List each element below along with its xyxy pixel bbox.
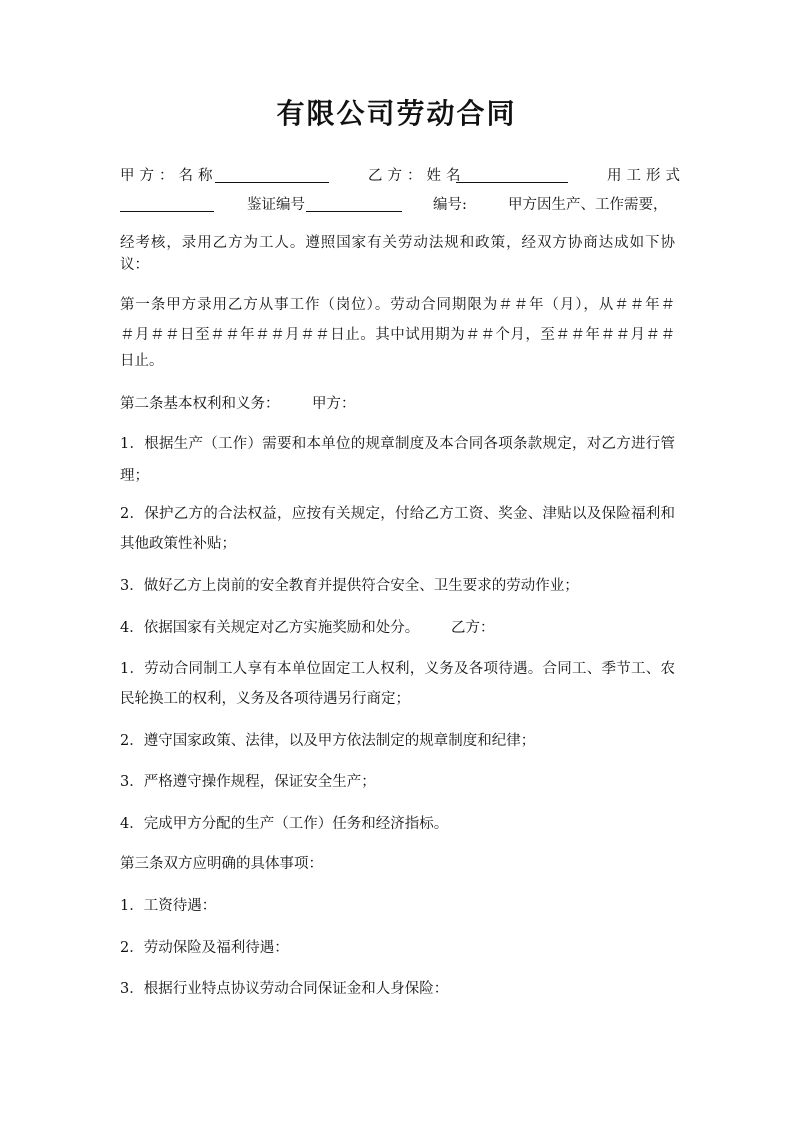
party-a-name-blank[interactable]	[215, 168, 329, 183]
a2-line-2: 其他政策性补贴；	[120, 536, 236, 552]
intro-start: 甲方因生产、工作需要，	[508, 197, 668, 213]
b1-line-2: 民轮换工的权利，义务及各项待遇另行商定；	[120, 691, 410, 707]
party-b-name-blank[interactable]	[456, 168, 568, 183]
a4-line	[120, 618, 675, 638]
verification-no-label: 鉴证编号	[247, 197, 305, 213]
article1-line-2: ＃月＃＃日至＃＃年＃＃月＃＃日止。其中试用期为＃＃个月，至＃＃年＃＃月＃＃	[120, 327, 675, 343]
verification-no-blank[interactable]	[306, 197, 402, 212]
a1-line-2: 理；	[120, 468, 149, 484]
number-label: 编号:	[433, 197, 467, 213]
a4-text: 4．依据国家有关规定对乙方实施奖励和处分。	[120, 620, 420, 636]
article3-item-1: 1．工资待遇：	[120, 898, 217, 914]
intro-line-3: 经考核，录用乙方为工人。遵照国家有关劳动法规和政策，经双方协商达成如下协	[120, 235, 675, 251]
article2-party-b: 乙方：	[451, 620, 495, 636]
b3-line: 3．严格遵守操作规程，保证安全生产；	[120, 774, 376, 790]
employment-form-label: 用工形式	[607, 168, 685, 184]
article2-heading-line	[120, 394, 675, 414]
b2-line: 2．遵守国家政策、法律，以及甲方依法制定的规章制度和纪律；	[120, 733, 536, 749]
article1-line-3: 日止。	[120, 353, 164, 369]
article2-heading: 第二条基本权利和义务：	[120, 396, 280, 412]
a3-line: 3．做好乙方上岗前的安全教育并提供符合安全、卫生要求的劳动作业；	[120, 578, 579, 594]
article2-party-a: 甲方：	[312, 396, 356, 412]
intro-line-4: 议：	[120, 257, 149, 273]
a2-line-1: 2．保护乙方的合法权益，应按有关规定，付给乙方工资、奖金、津贴以及保险福利和	[120, 506, 675, 522]
article1-line-1: 第一条甲方录用乙方从事工作（岗位）。劳动合同期限为＃＃年（月），从＃＃年＃	[120, 297, 675, 313]
document-title: 有限公司劳动合同	[276, 97, 517, 130]
a1-line-1: 1．根据生产（工作）需要和本单位的规章制度及本合同各项条款规定，对乙方进行管	[120, 436, 675, 452]
article3-heading: 第三条双方应明确的具体事项：	[120, 856, 323, 872]
party-b-name-label: 乙方：姓名	[368, 168, 466, 184]
employment-form-blank[interactable]	[120, 197, 214, 212]
b1-line-1: 1．劳动合同制工人享有本单位固定工人权利，义务及各项待遇。合同工、季节工、农	[120, 661, 675, 677]
article3-item-2: 2．劳动保险及福利待遇：	[120, 940, 289, 956]
article3-item-3: 3．根据行业特点协议劳动合同保证金和人身保险：	[120, 981, 449, 997]
b4-line: 4．完成甲方分配的生产（工作）任务和经济指标。	[120, 816, 449, 832]
party-a-name-label: 甲方：名称	[120, 168, 218, 184]
